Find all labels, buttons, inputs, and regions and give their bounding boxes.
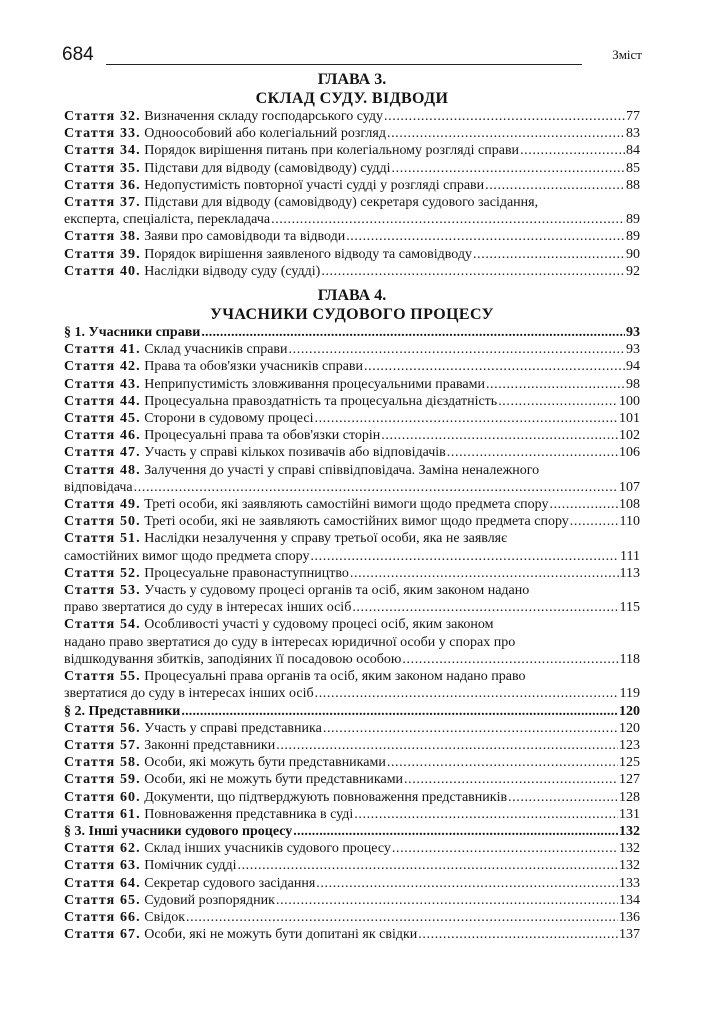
dot-leader <box>364 358 625 375</box>
toc-article-entry <box>64 720 640 737</box>
toc-entry-line-text <box>64 531 507 546</box>
dot-leader <box>201 324 625 341</box>
chapter-title: СКЛАД СУДУ. ВІДВОДИ <box>255 90 449 107</box>
article-title-line: Особливості участі у судовому процесі осіб, яким законом <box>144 617 494 633</box>
toc-entry-text <box>64 358 363 375</box>
dot-leader <box>276 737 618 754</box>
toc-page-number: 134 <box>619 892 640 908</box>
chapter-number: ГЛАВА 3. <box>317 71 387 88</box>
toc-article-entry <box>64 263 640 280</box>
toc-article-entry <box>64 754 640 771</box>
toc-entry-text <box>64 160 391 177</box>
article-number: Стаття 43. <box>64 376 141 392</box>
dot-leader <box>315 685 619 702</box>
toc-page-number: 106 <box>619 445 640 461</box>
toc-article-entry <box>64 892 640 909</box>
toc-page-number: 111 <box>620 548 640 564</box>
toc-page-number: 89 <box>626 212 640 228</box>
article-title: Особи, які не можуть бути допитані як свідки <box>144 927 418 943</box>
running-header <box>62 44 642 68</box>
toc-entry-line-text <box>64 548 309 565</box>
toc-article-entry <box>64 737 640 754</box>
toc-entry-line-text <box>64 479 133 496</box>
toc-entry-text <box>64 720 322 737</box>
toc-page-number: 131 <box>619 806 640 822</box>
toc-page-number: 128 <box>619 789 640 805</box>
toc-article-entry <box>64 410 640 427</box>
toc-entry-text <box>64 754 386 771</box>
article-title: § 3. Інші учасники судового процесу <box>64 823 293 839</box>
toc-entry-line-text <box>64 685 314 702</box>
dot-leader <box>387 754 618 771</box>
table-of-contents <box>64 70 640 943</box>
toc-entry-text <box>64 857 236 874</box>
toc-page-number: 89 <box>626 229 640 245</box>
toc-article-entry <box>64 840 640 857</box>
toc-entry-text <box>64 789 507 806</box>
toc-page-number: 108 <box>619 497 640 513</box>
dot-leader <box>473 246 625 263</box>
article-title: Визначення складу господарського суду <box>144 109 384 124</box>
toc-article-entry <box>64 582 640 616</box>
article-title: Законні представники <box>144 737 276 753</box>
toc-page-number: 132 <box>619 841 640 857</box>
dot-leader <box>384 108 625 125</box>
toc-entry-text <box>64 108 383 125</box>
toc-entry-line <box>64 582 640 599</box>
toc-page-number: 120 <box>619 720 640 736</box>
article-title: Склад учасників справи <box>144 342 288 358</box>
toc-entry-text <box>64 840 391 857</box>
toc-page-number: 84 <box>626 143 640 159</box>
toc-page-number: 90 <box>626 246 640 262</box>
article-title: Процесуальні права та обов'язки сторін <box>144 428 381 444</box>
article-title-line: Наслідки незалучення у справу третьої особи, яка не заявляє <box>144 531 508 547</box>
toc-entry-line-text <box>64 463 539 478</box>
article-number: Стаття 41. <box>64 342 141 358</box>
dot-leader <box>346 228 625 245</box>
toc-entry-line-text <box>64 195 538 210</box>
article-title: Свідок <box>144 909 186 925</box>
toc-entry-text <box>64 565 349 582</box>
toc-page-number: 93 <box>626 342 640 358</box>
article-title: Права та обов'язки учасників справи <box>144 359 364 375</box>
article-title: Судовий розпорядник <box>144 892 275 908</box>
article-number: Стаття 60. <box>64 789 141 805</box>
article-number: Стаття 61. <box>64 806 141 822</box>
dot-leader <box>392 160 625 177</box>
toc-entry-text <box>64 513 569 530</box>
dot-leader <box>402 651 618 668</box>
toc-article-entry <box>64 194 640 228</box>
article-number: Стаття 62. <box>64 841 141 857</box>
toc-entry-text <box>64 142 519 159</box>
dot-leader <box>237 857 618 874</box>
article-title-line: Залучення до участі у справі співвідповідача. Заміна неналежного <box>144 462 540 478</box>
article-number: Стаття 35. <box>64 160 141 176</box>
toc-entry-text <box>64 737 275 754</box>
toc-page-number: 133 <box>619 875 640 891</box>
article-number: Стаття 54. <box>64 617 141 633</box>
toc-page-number: 102 <box>619 428 640 444</box>
toc-page-number: 125 <box>619 755 640 771</box>
dot-leader <box>392 840 618 857</box>
article-title: Порядок вирішення заявленого відводу та самовідводу <box>144 246 473 262</box>
article-title: Одноособовий або колегіальний розгляд <box>144 126 386 142</box>
toc-page-number: 123 <box>619 737 640 753</box>
article-title: Недопустимість повторної участі судді у розгляді справи <box>144 177 485 193</box>
article-number: Стаття 53. <box>64 583 141 599</box>
toc-page-number: 98 <box>626 376 640 392</box>
toc-entry-text <box>64 909 185 926</box>
toc-entry-text <box>64 177 484 194</box>
toc-article-entry <box>64 668 640 702</box>
article-title-line: звертатися до суду в інтересах інших осіб <box>64 686 314 702</box>
toc-page-number: 119 <box>619 686 640 702</box>
dot-leader <box>181 703 618 720</box>
toc-article-entry <box>64 875 640 892</box>
toc-entry-line <box>64 462 640 479</box>
toc-page-number: 101 <box>619 411 640 427</box>
article-title: Треті особи, які не заявляють самостійних вимог щодо предмета спору <box>144 514 569 530</box>
article-title: Підстави для відводу (самовідводу) судді <box>144 160 391 176</box>
toc-page-number: 113 <box>619 565 640 581</box>
dot-leader <box>570 513 619 530</box>
toc-article-entry <box>64 246 640 263</box>
article-title: Сторони в судовому процесі <box>144 411 314 427</box>
toc-article-entry <box>64 358 640 375</box>
article-title: Склад інших учасників судового процесу <box>144 841 391 857</box>
toc-page-number: 77 <box>626 109 640 124</box>
article-number: Стаття 59. <box>64 772 141 788</box>
toc-entry-line <box>64 668 640 685</box>
toc-entry-line <box>64 599 640 616</box>
toc-entry-text <box>64 228 345 245</box>
toc-entry-line <box>64 616 640 633</box>
dot-leader <box>316 875 618 892</box>
toc-entry-text <box>64 823 292 840</box>
article-title: Процесуальна правоздатність та процесуальна дієздатність <box>144 393 498 409</box>
toc-article-entry <box>64 616 640 668</box>
dot-leader <box>404 771 618 788</box>
article-number: Стаття 48. <box>64 462 141 478</box>
article-title-line: відшкодування збитків, заподіяних її посадовою особою <box>64 651 402 667</box>
toc-entry-text <box>64 875 315 892</box>
dot-leader <box>310 548 619 565</box>
toc-entry-text <box>64 246 472 263</box>
toc-article-entry <box>64 444 640 461</box>
toc-article-entry <box>64 462 640 496</box>
article-title: Наслідки відводу суду (судді) <box>144 263 321 279</box>
article-number: Стаття 66. <box>64 909 141 925</box>
article-title-line: Процесуальні права органів та осіб, яким законом надано право <box>144 669 526 685</box>
toc-entry-line-text <box>64 635 515 650</box>
toc-page-number: 136 <box>619 909 640 925</box>
toc-entry-text <box>64 444 446 461</box>
article-title: Участь у справі кількох позивачів або відповідачів <box>144 445 446 461</box>
article-number: Стаття 44. <box>64 393 141 409</box>
article-title: § 1. Учасники справи <box>64 325 201 341</box>
toc-entry-line-text <box>64 583 529 598</box>
toc-entry-line <box>64 685 640 702</box>
article-title: Повноваження представника в суді <box>144 806 354 822</box>
toc-page-number: 115 <box>619 600 640 616</box>
dot-leader <box>387 125 625 142</box>
running-section-title: Зміст <box>612 47 642 62</box>
toc-entry-line-text <box>64 651 401 668</box>
toc-entry-text <box>64 125 386 142</box>
toc-page-number: 132 <box>619 823 640 839</box>
toc-page-number: 127 <box>619 772 640 788</box>
article-number: Стаття 39. <box>64 246 141 262</box>
article-number: Стаття 36. <box>64 177 141 193</box>
article-number: Стаття 47. <box>64 445 141 461</box>
article-title-line: відповідача <box>64 479 133 495</box>
toc-entry-line <box>64 634 640 651</box>
article-number: Стаття 63. <box>64 858 141 874</box>
article-number: Стаття 57. <box>64 737 141 753</box>
toc-page-number: 137 <box>619 927 640 943</box>
toc-page-number: 92 <box>626 263 640 279</box>
toc-page-number: 120 <box>619 703 640 719</box>
dot-leader <box>321 263 625 280</box>
dot-leader <box>352 599 618 616</box>
article-number: Стаття 50. <box>64 514 141 530</box>
article-title: Треті особи, які заявляють самостійні вимоги щодо предмета спору <box>144 497 549 513</box>
article-title: Секретар судового засідання <box>144 875 316 891</box>
article-title-line: надано право звертатися до суду в інтересах юридичної особи у спорах про <box>64 634 516 650</box>
toc-page-number: 118 <box>619 651 640 667</box>
toc-article-entry <box>64 806 640 823</box>
toc-article-entry <box>64 125 640 142</box>
toc-article-entry <box>64 393 640 410</box>
article-number: Стаття 32. <box>64 109 141 124</box>
article-number: Стаття 45. <box>64 411 141 427</box>
toc-entry-line-text <box>64 211 270 228</box>
dot-leader <box>486 376 625 393</box>
toc-page-number: 110 <box>619 514 640 530</box>
dot-leader <box>186 909 618 926</box>
toc-page-number: 93 <box>626 325 640 341</box>
dot-leader <box>354 806 618 823</box>
toc-entry-line <box>64 479 640 496</box>
article-title: Заяви про самовідводи та відводи <box>144 229 346 245</box>
toc-entry-line <box>64 194 640 211</box>
dot-leader <box>447 444 618 461</box>
toc-article-entry <box>64 228 640 245</box>
article-number: Стаття 40. <box>64 263 141 279</box>
article-title: Участь у справі представника <box>144 720 322 736</box>
toc-article-entry <box>64 341 640 358</box>
dot-leader <box>289 341 625 358</box>
toc-entry-line <box>64 211 640 228</box>
toc-entry-text <box>64 926 417 943</box>
chapter-title: УЧАСНИКИ СУДОВОГО ПРОЦЕСУ <box>210 306 494 324</box>
toc-page-number: 94 <box>626 359 640 375</box>
dot-leader <box>381 427 618 444</box>
toc-page-number: 100 <box>619 393 640 409</box>
dot-leader <box>134 479 618 496</box>
article-title-line: Підстави для відводу (самовідводу) секретаря судового засідання, <box>144 195 539 211</box>
page-number: 684 <box>62 44 94 65</box>
dot-leader <box>508 789 618 806</box>
toc-entry-text <box>64 427 380 444</box>
toc-entry-text <box>64 806 353 823</box>
article-number: Стаття 51. <box>64 531 141 547</box>
toc-page-number: 83 <box>626 126 640 142</box>
toc-section-entry <box>64 324 640 341</box>
toc-article-entry <box>64 427 640 444</box>
toc-page-number: 85 <box>626 160 640 176</box>
toc-article-entry <box>64 177 640 194</box>
toc-article-entry <box>64 857 640 874</box>
toc-article-entry <box>64 496 640 513</box>
toc-entry-text <box>64 393 497 410</box>
article-number: Стаття 52. <box>64 565 141 581</box>
article-number: Стаття 34. <box>64 143 141 159</box>
toc-page-number: 132 <box>619 858 640 874</box>
toc-entry-text <box>64 263 320 280</box>
chapter-number: ГЛАВА 4. <box>317 287 387 305</box>
dot-leader <box>498 393 618 410</box>
dot-leader <box>520 142 625 159</box>
toc-article-entry <box>64 771 640 788</box>
toc-entry-line-text <box>64 599 351 616</box>
toc-entry-text <box>64 341 288 358</box>
toc-entry-text <box>64 410 313 427</box>
toc-entry-text <box>64 892 275 909</box>
article-title-line: експерта, спеціаліста, перекладача <box>64 212 271 228</box>
article-number: Стаття 67. <box>64 927 141 943</box>
toc-article-entry <box>64 565 640 582</box>
article-number: Стаття 58. <box>64 755 141 771</box>
toc-article-entry <box>64 376 640 393</box>
dot-leader <box>485 177 625 194</box>
article-title: Документи, що підтверджують повноваження представників <box>144 789 508 805</box>
toc-article-entry <box>64 142 640 159</box>
article-title: Порядок вирішення питань при колегіальному розгляді справи <box>144 143 520 159</box>
toc-entry-line <box>64 548 640 565</box>
toc-entry-text <box>64 496 548 513</box>
toc-section-entry <box>64 703 640 720</box>
toc-article-entry <box>64 513 640 530</box>
toc-page-number: 88 <box>626 177 640 193</box>
article-number: Стаття 42. <box>64 359 141 375</box>
article-title: Особи, які можуть бути представниками <box>144 755 386 771</box>
dot-leader <box>271 211 625 228</box>
article-number: Стаття 38. <box>64 229 141 245</box>
dot-leader <box>314 410 618 427</box>
dot-leader <box>350 565 619 582</box>
article-number: Стаття 65. <box>64 892 141 908</box>
toc-entry-line <box>64 651 640 668</box>
article-number: Стаття 55. <box>64 669 141 685</box>
toc-article-entry <box>64 160 640 177</box>
article-title: Особи, які не можуть бути представниками <box>144 772 404 788</box>
article-number: Стаття 46. <box>64 428 141 444</box>
toc-article-entry <box>64 789 640 806</box>
article-title-line: самостійних вимог щодо предмета спору <box>64 548 310 564</box>
article-title: Неприпустимість зловживання процесуальними правами <box>144 376 485 392</box>
toc-article-entry <box>64 926 640 943</box>
toc-article-entry <box>64 108 640 125</box>
toc-entry-line-text <box>64 617 494 632</box>
article-title: Помічник судді <box>144 858 237 874</box>
header-rule <box>106 64 582 65</box>
article-number: Стаття 37. <box>64 195 141 211</box>
article-title: Процесуальне правонаступництво <box>144 565 349 581</box>
toc-page-number: 107 <box>619 479 640 495</box>
dot-leader <box>323 720 618 737</box>
toc-section-entry <box>64 823 640 840</box>
article-number: Стаття 33. <box>64 126 141 142</box>
article-title-line: право звертатися до суду в інтересах інших осіб <box>64 600 352 616</box>
toc-entry-text <box>64 324 200 341</box>
toc-entry-text <box>64 771 403 788</box>
article-number: Стаття 64. <box>64 875 141 891</box>
article-title: § 2. Представники <box>64 703 181 719</box>
dot-leader <box>418 926 618 943</box>
toc-entry-line-text <box>64 669 526 684</box>
dot-leader <box>549 496 618 513</box>
article-title-line: Участь у судовому процесі органів та осіб, яким законом надано <box>144 583 530 599</box>
article-number: Стаття 56. <box>64 720 141 736</box>
toc-article-entry <box>64 909 640 926</box>
toc-article-entry <box>64 530 640 564</box>
toc-entry-text <box>64 703 180 720</box>
dot-leader <box>276 892 618 909</box>
toc-entry-line <box>64 530 640 547</box>
dot-leader <box>293 823 618 840</box>
toc-entry-text <box>64 376 485 393</box>
article-number: Стаття 49. <box>64 497 141 513</box>
